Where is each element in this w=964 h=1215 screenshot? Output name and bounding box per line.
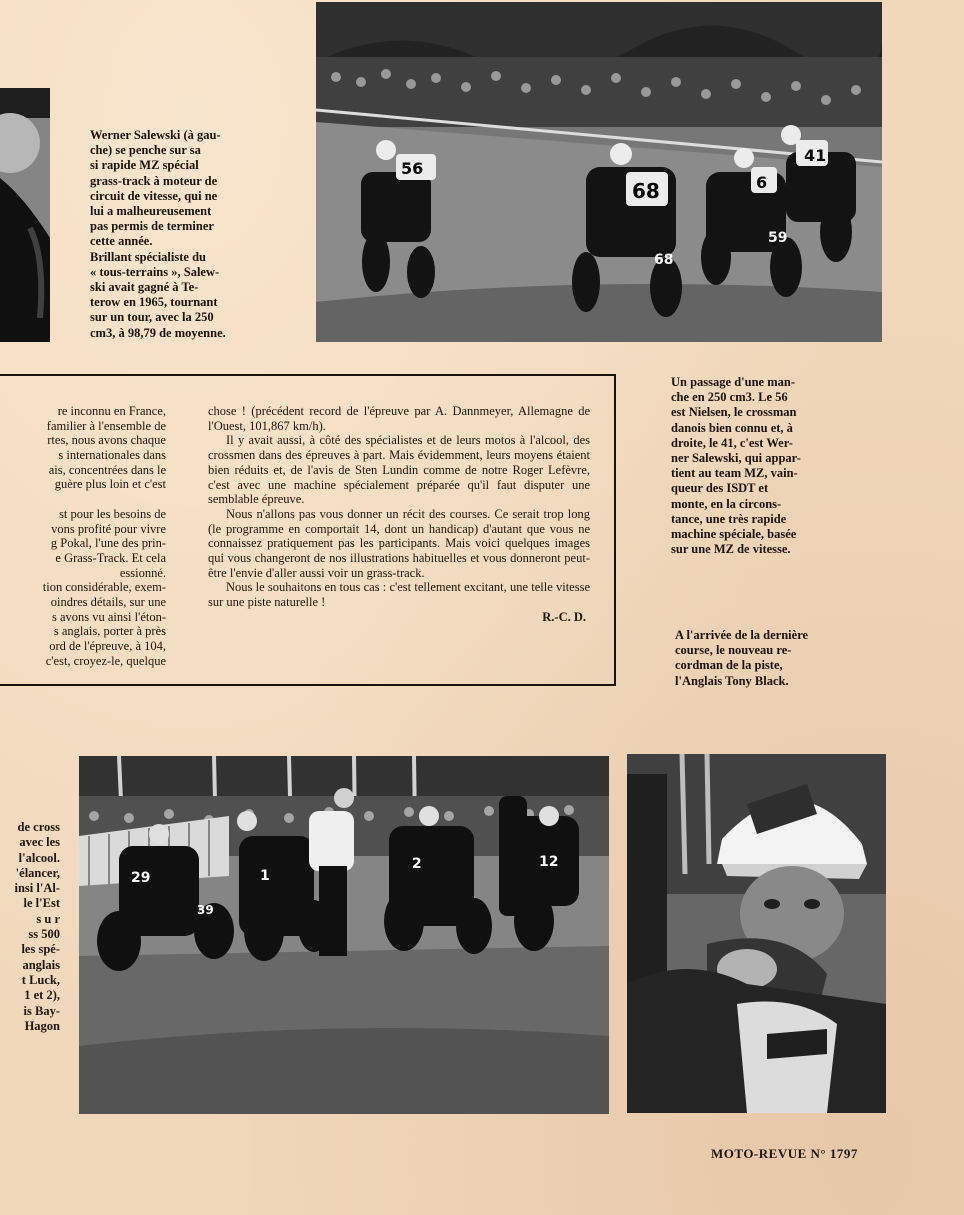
bib-number: 56 [401,159,424,178]
left-edge-text: de cross avec les l'alcool. 'élancer, insi l'Al- le l'Est s u r ss 500 les spé- anglais t Luck, 1 et 2), is Bay- Hagon [14,820,60,1033]
bib-number: 41 [804,146,827,165]
start-grid-photo [79,756,609,1114]
number-plate: 29 [131,870,151,886]
bib-number: 6 [756,173,768,192]
number-plate: 12 [539,854,559,870]
caption-passage: Un passage d'une man- che en 250 cm3. Le 56 est Nielsen, le crossman danois bien connu et, à droite, le 41, c'est Wer- ner Salewski, qui appar- tient au team MZ, vain- queur des ISDT et monte, en la circons- tance, une très rapide machine spéciale, basée sur une MZ de vitesse. [671,375,801,557]
helmet-closeup-photo [627,754,886,1113]
bike-number: 68 [654,252,674,268]
article-signature: R.-C. D. [542,609,586,624]
number-plate: 1 [260,868,270,884]
number-plate: 2 [412,856,422,872]
article-box [0,374,616,686]
footer-page-number: MOTO-REVUE N° 1797 [711,1146,858,1161]
bike-number: 59 [768,230,788,246]
caption-arrivee: A l'arrivée de la dernière course, le nouveau re- cordman de la piste, l'Anglais Tony Black. [675,628,809,688]
number-plate: 39 [197,903,214,917]
article-left-column: re inconnu en France, familier à l'ensemble de rtes, nous avons chaque s internationales dans ais, concentrées dans le guère plus loin et c'est st pour les besoins de vons profité pour vivre g Pokal, l'une des prin- e Grass-Track. Et cela essionné. tion considérable, exem- oindres détails, sur une s avons vu ainsi l'éton- s anglais, porter à près ord de l'épreuve, à 104, c'est, croyez-le, quelque [42,404,166,668]
race-photo-top [316,2,882,342]
portrait-photo-edge [0,88,50,342]
bib-number: 68 [632,179,660,203]
caption-salewski: Werner Salewski (à gau- che) se penche sur sa si rapide MZ spécial grass-track à moteur de circuit de vitesse, qui ne lui a malheureusement pas permis de terminer cette année. Brillant spécialiste du « tous-terrains », Salew- ski avait gagné à Te- terow en 1965, tournant sur un tour, avec la 250 cm3, à 98,79 de moyenne. [90,128,226,340]
article-right-column: chose ! (précédent record de l'épreuve par A. Dannmeyer, Allemagne de l'Ouest, 101,867 km/h). Il y avait aussi, à côté des spécialistes et de leurs motos à l'alcool, des crossmen dans des épreuves à part. Mais évidemment, leurs moyens étaient bien réduits et, de l'avis de Sten Lundin comme de notre Roger Lefèvre, c'est avec une machine spécialement préparée qu'il faut disputer une semblable épreuve. Nous n'allons pas vous donner un récit des courses. Ce serait trop long (le programme en comportait 14, dont un handicap) d'autant que vous ne connaissez pratiquement pas les participants. Mais voici quelques images qui vous changeront de nos illustrations habituelles et vous donneront peut-être l'envie d'aller aussi voir un grass-track. Nous le souhaitons en tous cas : c'est tellement excitant, une telle vitesse sur une piste naturelle ! R.-C. D. [208,404,590,624]
